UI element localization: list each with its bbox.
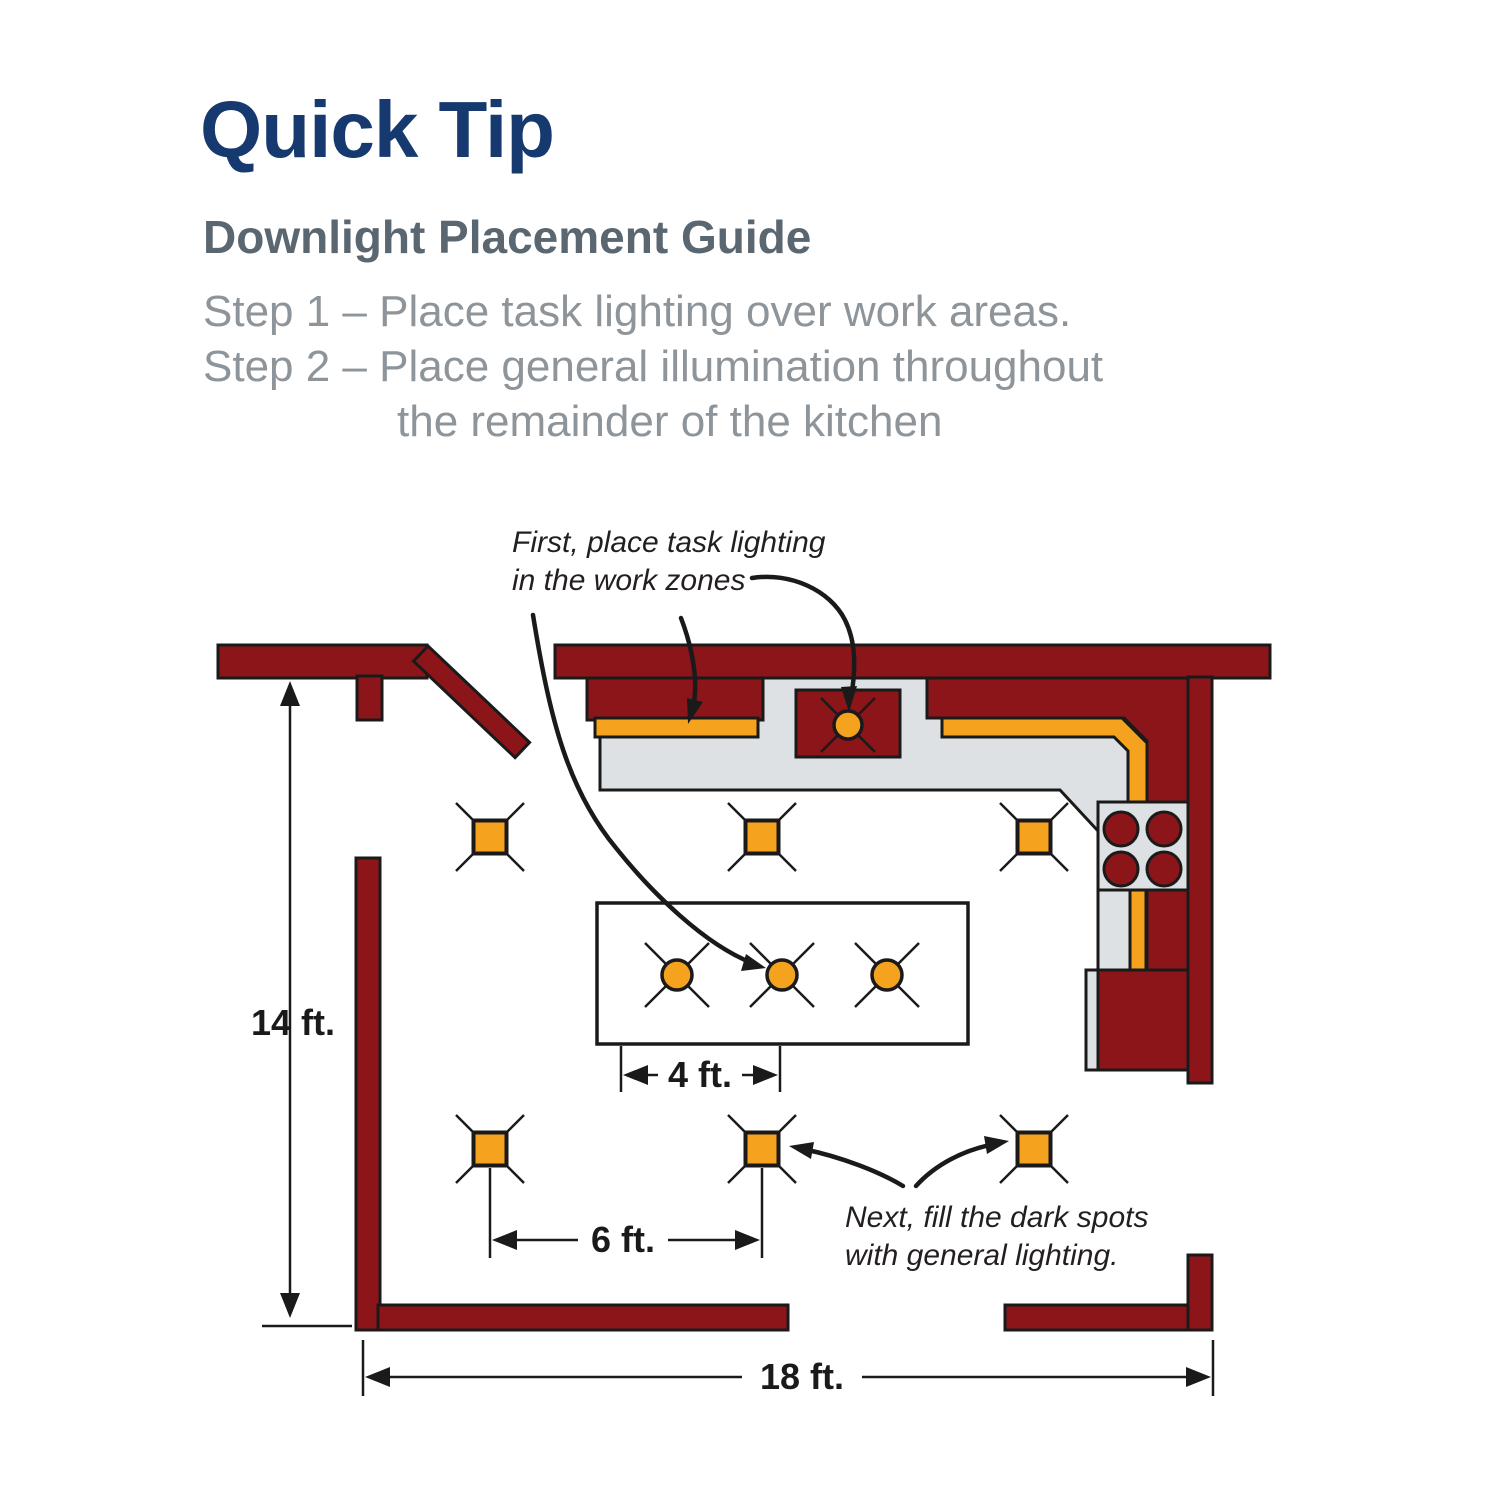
step-1-text: Step 1 – Place task lighting over work areas. xyxy=(203,287,1072,336)
door-leaf xyxy=(414,646,530,758)
task-lighting-note xyxy=(512,526,826,597)
dimension-14ft xyxy=(251,681,352,1326)
step-2-continued-text: the remainder of the kitchen xyxy=(397,397,943,446)
dimension-14ft-label: 14 ft. xyxy=(250,1002,336,1043)
dimension-18ft-label: 18 ft. xyxy=(759,1356,845,1397)
page-title: Quick Tip xyxy=(200,85,555,174)
dimension-4ft-label: 4 ft. xyxy=(667,1054,733,1095)
wall-top-band xyxy=(555,645,1270,678)
wall-left xyxy=(356,858,380,1330)
guide-subtitle: Downlight Placement Guide xyxy=(203,211,812,263)
wall-bottom-left xyxy=(378,1305,788,1330)
task-note-line1: First, place task lighting xyxy=(512,526,826,559)
dimension-6ft xyxy=(490,1168,762,1260)
dimension-6ft-label: 6 ft. xyxy=(590,1219,656,1260)
dimension-4ft xyxy=(621,1046,780,1095)
cooktop xyxy=(1098,802,1188,890)
downlight-square xyxy=(1000,1115,1068,1183)
step-2-text: Step 2 – Place general illumination throughout xyxy=(203,342,1104,391)
downlight-square xyxy=(456,803,524,871)
task-light-strip-left xyxy=(595,718,758,737)
task-note-line2: in the work zones xyxy=(512,564,746,597)
arrow-fan-right xyxy=(916,1136,1009,1186)
general-note-line1: Next, fill the dark spots xyxy=(845,1201,1149,1234)
wall-right xyxy=(1188,677,1212,1083)
wall-top-left xyxy=(218,645,427,720)
upper-cabinet-left xyxy=(587,677,763,720)
dimension-18ft xyxy=(363,1340,1213,1397)
general-lighting-note xyxy=(845,1201,1148,1272)
general-note-line2: with general lighting. xyxy=(845,1239,1119,1272)
downlight-square xyxy=(728,803,796,871)
arrow-fan-left xyxy=(789,1142,903,1186)
refrigerator xyxy=(1086,970,1188,1070)
downlight-square xyxy=(1000,803,1068,871)
